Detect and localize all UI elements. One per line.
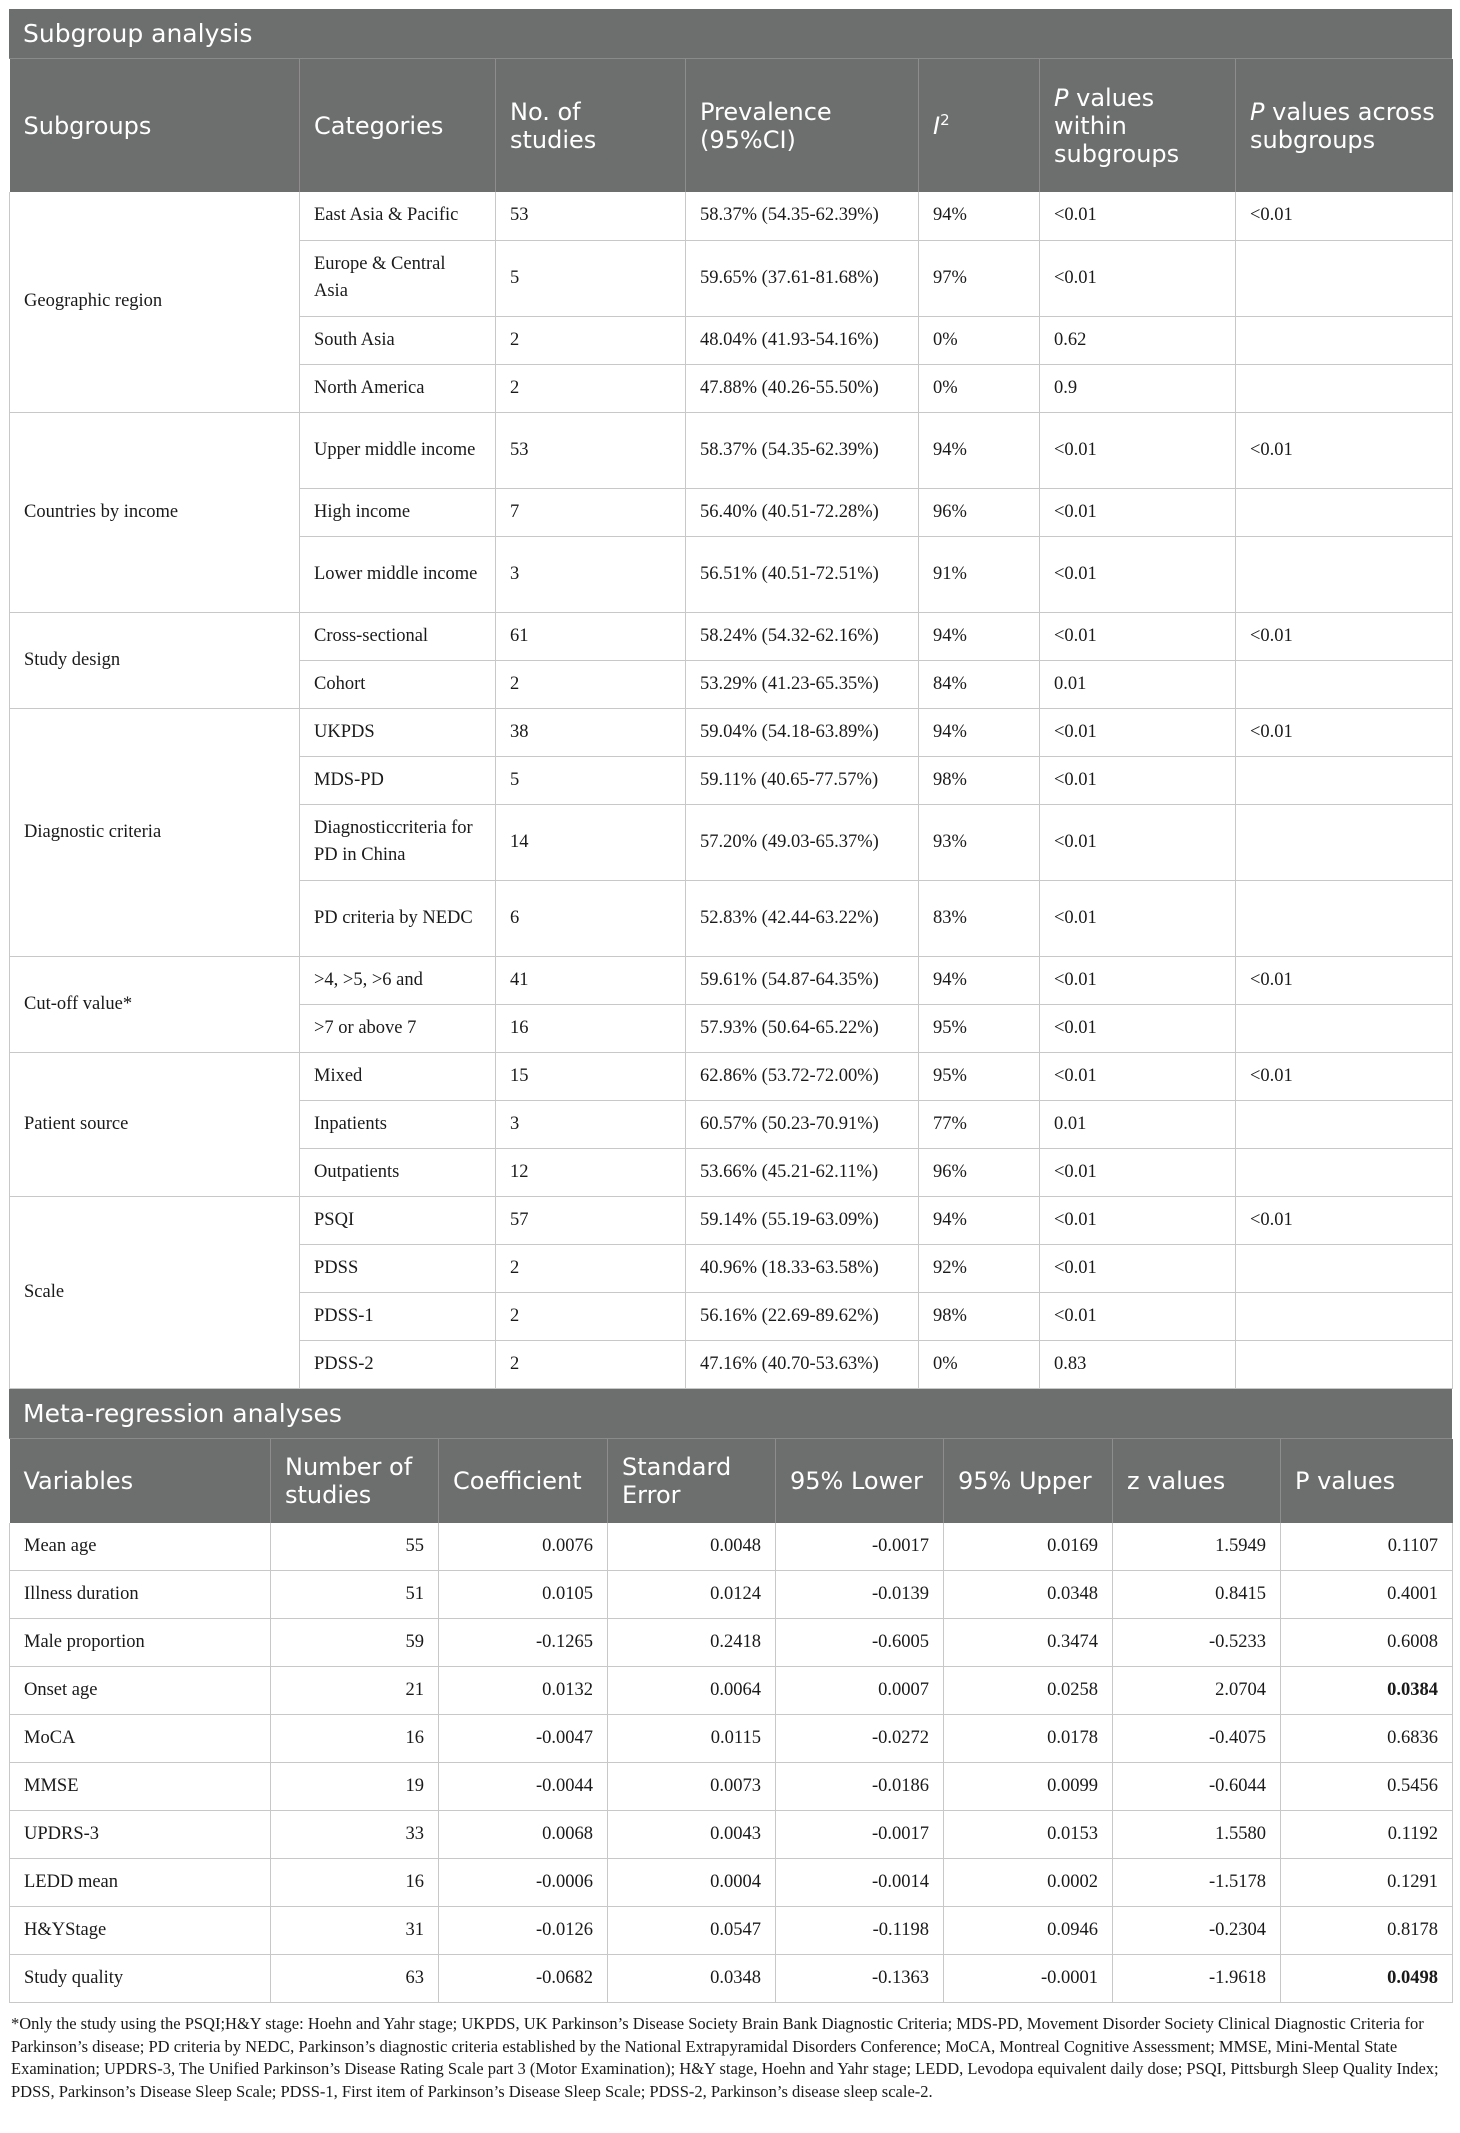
p-within-cell: <0.01 [1040,804,1236,880]
subgroup-table [9,59,1453,1389]
p-within-cell: 0.01 [1040,1100,1236,1148]
i2-cell: 98% [919,1292,1040,1340]
std-error-cell: 0.0348 [608,1955,776,2003]
studies-cell: 53 [496,412,686,488]
upper-cell: 0.3474 [944,1619,1113,1667]
studies-cell: 2 [496,1340,686,1388]
p-across-cell [1236,316,1453,364]
i2-cell: 0% [919,316,1040,364]
p-within-cell: <0.01 [1040,488,1236,536]
p-within-cell: <0.01 [1040,1292,1236,1340]
p-across-cell [1236,756,1453,804]
subgroup-name-cell: Scale [10,1196,300,1388]
i2-cell: 94% [919,192,1040,240]
p-within-cell: <0.01 [1040,536,1236,612]
results-tables [9,9,1452,2103]
p-within-cell: <0.01 [1040,1196,1236,1244]
header-p-within-italic: P [1054,83,1069,112]
studies-cell: 63 [271,1955,439,2003]
p-within-cell: 0.9 [1040,364,1236,412]
header-subgroups: Subgroups [10,59,300,192]
coefficient-cell: -0.0126 [439,1907,608,1955]
prevalence-cell: 59.04% (54.18-63.89%) [686,708,919,756]
p-across-cell [1236,1244,1453,1292]
meta-table-body [10,1523,1453,2003]
header-categories: Categories [300,59,496,192]
studies-cell: 38 [496,708,686,756]
i2-cell: 0% [919,1340,1040,1388]
variable-cell: Male proportion [10,1619,271,1667]
p-across-cell [1236,1292,1453,1340]
p-across-cell [1236,240,1453,316]
prevalence-cell: 57.20% (49.03-65.37%) [686,804,919,880]
header-coefficient: Coefficient [439,1439,608,1523]
prevalence-cell: 47.88% (40.26-55.50%) [686,364,919,412]
std-error-cell: 0.0004 [608,1859,776,1907]
variable-cell: Study quality [10,1955,271,2003]
subgroup-row [10,956,1453,1004]
category-cell: PDSS-2 [300,1340,496,1388]
i2-cell: 84% [919,660,1040,708]
prevalence-cell: 59.11% (40.65-77.57%) [686,756,919,804]
meta-section-title: Meta-regression analyses [9,1389,1452,1439]
header-variables: Variables [10,1439,271,1523]
studies-cell: 15 [496,1052,686,1100]
header-p-across-rest: values across subgroups [1250,97,1435,154]
meta-header-row [10,1439,1453,1523]
i2-cell: 96% [919,488,1040,536]
prevalence-cell: 58.37% (54.35-62.39%) [686,412,919,488]
p-within-cell: 0.83 [1040,1340,1236,1388]
z-value-cell: 1.5949 [1113,1523,1281,1571]
p-across-cell [1236,1004,1453,1052]
variable-cell: LEDD mean [10,1859,271,1907]
studies-cell: 19 [271,1763,439,1811]
p-within-cell: <0.01 [1040,612,1236,660]
p-across-cell [1236,660,1453,708]
category-cell: Inpatients [300,1100,496,1148]
lower-cell: -0.0017 [776,1811,944,1859]
i2-cell: 94% [919,612,1040,660]
lower-cell: -0.0272 [776,1715,944,1763]
category-cell: Diagnosticcriteria for PD in China [300,804,496,880]
p-value-cell: 0.5456 [1281,1763,1453,1811]
prevalence-cell: 56.16% (22.69-89.62%) [686,1292,919,1340]
studies-cell: 3 [496,536,686,612]
z-value-cell: -1.5178 [1113,1859,1281,1907]
studies-cell: 12 [496,1148,686,1196]
meta-row [10,1523,1453,1571]
p-within-cell: <0.01 [1040,1244,1236,1292]
prevalence-cell: 53.29% (41.23-65.35%) [686,660,919,708]
studies-cell: 16 [271,1859,439,1907]
subgroup-header-row [10,59,1453,192]
studies-cell: 2 [496,1292,686,1340]
category-cell: Europe & Central Asia [300,240,496,316]
z-value-cell: -0.4075 [1113,1715,1281,1763]
studies-cell: 2 [496,660,686,708]
subgroup-name-cell: Diagnostic criteria [10,708,300,956]
i2-cell: 98% [919,756,1040,804]
i2-cell: 96% [919,1148,1040,1196]
p-within-cell: <0.01 [1040,956,1236,1004]
studies-cell: 57 [496,1196,686,1244]
lower-cell: -0.0139 [776,1571,944,1619]
p-within-cell: <0.01 [1040,880,1236,956]
subgroup-row [10,1196,1453,1244]
prevalence-cell: 62.86% (53.72-72.00%) [686,1052,919,1100]
studies-cell: 61 [496,612,686,660]
subgroup-name-cell: Geographic region [10,192,300,412]
p-value-cell: 0.6836 [1281,1715,1453,1763]
subgroup-name-cell: Cut-off value* [10,956,300,1052]
category-cell: >4, >5, >6 and [300,956,496,1004]
prevalence-cell: 59.14% (55.19-63.09%) [686,1196,919,1244]
header-i2 [919,59,1040,192]
studies-cell: 31 [271,1907,439,1955]
p-value-cell: 0.1192 [1281,1811,1453,1859]
z-value-cell: -0.5233 [1113,1619,1281,1667]
variable-cell: H&YStage [10,1907,271,1955]
studies-cell: 16 [271,1715,439,1763]
i2-cell: 94% [919,708,1040,756]
std-error-cell: 0.0048 [608,1523,776,1571]
lower-cell: -0.6005 [776,1619,944,1667]
upper-cell: 0.0002 [944,1859,1113,1907]
variable-cell: Onset age [10,1667,271,1715]
i2-cell: 95% [919,1052,1040,1100]
studies-cell: 14 [496,804,686,880]
coefficient-cell: 0.0105 [439,1571,608,1619]
i2-cell: 94% [919,1196,1040,1244]
p-across-cell: <0.01 [1236,192,1453,240]
studies-cell: 2 [496,316,686,364]
header-95-upper: 95% Upper [944,1439,1113,1523]
coefficient-cell: 0.0076 [439,1523,608,1571]
std-error-cell: 0.0115 [608,1715,776,1763]
header-no-studies: No. of studies [496,59,686,192]
studies-cell: 41 [496,956,686,1004]
lower-cell: -0.0186 [776,1763,944,1811]
prevalence-cell: 58.37% (54.35-62.39%) [686,192,919,240]
upper-cell: 0.0178 [944,1715,1113,1763]
meta-row [10,1811,1453,1859]
coefficient-cell: -0.0682 [439,1955,608,2003]
p-across-cell [1236,536,1453,612]
prevalence-cell: 58.24% (54.32-62.16%) [686,612,919,660]
i2-cell: 93% [919,804,1040,880]
p-across-cell: <0.01 [1236,1196,1453,1244]
p-within-cell: <0.01 [1040,756,1236,804]
i2-cell: 83% [919,880,1040,956]
z-value-cell: 1.5580 [1113,1811,1281,1859]
subgroup-table-body [10,192,1453,1388]
category-cell: UKPDS [300,708,496,756]
i2-cell: 94% [919,956,1040,1004]
p-within-cell: <0.01 [1040,1148,1236,1196]
p-within-cell: <0.01 [1040,1052,1236,1100]
studies-cell: 33 [271,1811,439,1859]
meta-row [10,1571,1453,1619]
variable-cell: Illness duration [10,1571,271,1619]
i2-cell: 0% [919,364,1040,412]
p-across-cell [1236,804,1453,880]
header-p-within-rest: values within subgroups [1054,83,1180,168]
upper-cell: 0.0169 [944,1523,1113,1571]
subgroup-name-cell: Patient source [10,1052,300,1196]
category-cell: East Asia & Pacific [300,192,496,240]
prevalence-cell: 47.16% (40.70-53.63%) [686,1340,919,1388]
z-value-cell: -0.6044 [1113,1763,1281,1811]
subgroup-row [10,192,1453,240]
lower-cell: -0.0014 [776,1859,944,1907]
meta-regression-table [9,1439,1453,2004]
meta-row [10,1667,1453,1715]
header-standard-error: Standard Error [608,1439,776,1523]
p-value-cell: 0.6008 [1281,1619,1453,1667]
variable-cell: MoCA [10,1715,271,1763]
coefficient-cell: 0.0068 [439,1811,608,1859]
lower-cell: 0.0007 [776,1667,944,1715]
std-error-cell: 0.0073 [608,1763,776,1811]
p-value-cell: 0.1291 [1281,1859,1453,1907]
table-footnote: *Only the study using the PSQI;H&Y stage: Hoehn and Yahr stage; UKPDS, UK Parkinson’s Disease Society Brain Bank Diagnostic Criteria; MDS-PD, Movement Disorder Society Clinical Diagnostic Criteria for Parkinson’s disease; PD criteria by NEDC, Parkinson’s diagnostic criteria established by the National Extrapyramidal Disorders Conference; MoCA, Montreal Cognitive Assessment; MMSE, Mini-Mental State Examination; UPDRS-3, The Unified Parkinson’s Disease Rating Scale part 3 (Motor Examination); H&Y stage, Hoehn and Yahr stage; LEDD, Levodopa equivalent daily dose; PSQI, Pittsburgh Sleep Quality Index; PDSS, Parkinson’s Disease Sleep Scale; PDSS-1, First item of Parkinson’s Disease Sleep Scale; PDSS-2, Parkinson’s disease sleep scale-2. [11,2014,1439,2101]
upper-cell: 0.0946 [944,1907,1113,1955]
p-across-cell: <0.01 [1236,612,1453,660]
category-cell: North America [300,364,496,412]
p-across-cell [1236,880,1453,956]
header-p-across [1236,59,1453,192]
p-across-cell: <0.01 [1236,1052,1453,1100]
studies-cell: 59 [271,1619,439,1667]
prevalence-cell: 60.57% (50.23-70.91%) [686,1100,919,1148]
subgroup-section-title: Subgroup analysis [9,9,1452,59]
lower-cell: -0.1363 [776,1955,944,2003]
subgroup-row [10,708,1453,756]
std-error-cell: 0.0043 [608,1811,776,1859]
category-cell: South Asia [300,316,496,364]
i2-cell: 94% [919,412,1040,488]
p-across-cell [1236,364,1453,412]
category-cell: Cross-sectional [300,612,496,660]
upper-cell: 0.0348 [944,1571,1113,1619]
z-value-cell: -1.9618 [1113,1955,1281,2003]
studies-cell: 5 [496,240,686,316]
studies-cell: 2 [496,364,686,412]
header-95-lower: 95% Lower [776,1439,944,1523]
coefficient-cell: -0.1265 [439,1619,608,1667]
meta-row [10,1859,1453,1907]
studies-cell: 6 [496,880,686,956]
category-cell: PDSS-1 [300,1292,496,1340]
p-across-cell: <0.01 [1236,708,1453,756]
upper-cell: 0.0258 [944,1667,1113,1715]
coefficient-cell: 0.0132 [439,1667,608,1715]
std-error-cell: 0.0064 [608,1667,776,1715]
p-across-cell [1236,1148,1453,1196]
prevalence-cell: 52.83% (42.44-63.22%) [686,880,919,956]
prevalence-cell: 59.61% (54.87-64.35%) [686,956,919,1004]
studies-cell: 3 [496,1100,686,1148]
category-cell: Cohort [300,660,496,708]
i2-cell: 77% [919,1100,1040,1148]
prevalence-cell: 57.93% (50.64-65.22%) [686,1004,919,1052]
category-cell: PDSS [300,1244,496,1292]
upper-cell: 0.0153 [944,1811,1113,1859]
i2-cell: 97% [919,240,1040,316]
p-within-cell: <0.01 [1040,1004,1236,1052]
p-within-cell: <0.01 [1040,192,1236,240]
std-error-cell: 0.0547 [608,1907,776,1955]
category-cell: Lower middle income [300,536,496,612]
p-value-cell: 0.1107 [1281,1523,1453,1571]
meta-row [10,1619,1453,1667]
prevalence-cell: 56.51% (40.51-72.51%) [686,536,919,612]
category-cell: Outpatients [300,1148,496,1196]
p-within-cell: 0.01 [1040,660,1236,708]
category-cell: >7 or above 7 [300,1004,496,1052]
p-across-cell: <0.01 [1236,956,1453,1004]
p-across-cell [1236,1100,1453,1148]
category-cell: High income [300,488,496,536]
header-p-across-italic: P [1250,97,1265,126]
i2-cell: 95% [919,1004,1040,1052]
studies-cell: 2 [496,1244,686,1292]
p-within-cell: 0.62 [1040,316,1236,364]
meta-row [10,1907,1453,1955]
z-value-cell: -0.2304 [1113,1907,1281,1955]
p-value-cell: 0.0384 [1281,1667,1453,1715]
subgroup-row [10,412,1453,488]
category-cell: Mixed [300,1052,496,1100]
meta-row [10,1715,1453,1763]
studies-cell: 5 [496,756,686,804]
p-value-cell: 0.0498 [1281,1955,1453,2003]
studies-cell: 55 [271,1523,439,1571]
header-number-studies: Number of studies [271,1439,439,1523]
header-z-values: z values [1113,1439,1281,1523]
category-cell: PD criteria by NEDC [300,880,496,956]
prevalence-cell: 56.40% (40.51-72.28%) [686,488,919,536]
subgroup-name-cell: Countries by income [10,412,300,612]
upper-cell: 0.0099 [944,1763,1113,1811]
i2-cell: 91% [919,536,1040,612]
upper-cell: -0.0001 [944,1955,1113,2003]
header-i2-sup: 2 [940,110,950,129]
subgroup-row [10,1052,1453,1100]
category-cell: Upper middle income [300,412,496,488]
prevalence-cell: 48.04% (41.93-54.16%) [686,316,919,364]
studies-cell: 51 [271,1571,439,1619]
studies-cell: 53 [496,192,686,240]
p-value-cell: 0.8178 [1281,1907,1453,1955]
category-cell: PSQI [300,1196,496,1244]
p-across-cell [1236,1340,1453,1388]
z-value-cell: 0.8415 [1113,1571,1281,1619]
prevalence-cell: 53.66% (45.21-62.11%) [686,1148,919,1196]
p-across-cell [1236,488,1453,536]
p-within-cell: <0.01 [1040,240,1236,316]
coefficient-cell: -0.0006 [439,1859,608,1907]
variable-cell: Mean age [10,1523,271,1571]
header-i2-letter: I [933,111,941,140]
header-p-values: P values [1281,1439,1453,1523]
coefficient-cell: -0.0044 [439,1763,608,1811]
header-p-within [1040,59,1236,192]
lower-cell: -0.1198 [776,1907,944,1955]
coefficient-cell: -0.0047 [439,1715,608,1763]
p-across-cell: <0.01 [1236,412,1453,488]
p-within-cell: <0.01 [1040,708,1236,756]
p-value-cell: 0.4001 [1281,1571,1453,1619]
studies-cell: 21 [271,1667,439,1715]
studies-cell: 7 [496,488,686,536]
variable-cell: MMSE [10,1763,271,1811]
i2-cell: 92% [919,1244,1040,1292]
prevalence-cell: 40.96% (18.33-63.58%) [686,1244,919,1292]
p-within-cell: <0.01 [1040,412,1236,488]
z-value-cell: 2.0704 [1113,1667,1281,1715]
subgroup-name-cell: Study design [10,612,300,708]
studies-cell: 16 [496,1004,686,1052]
meta-row [10,1763,1453,1811]
std-error-cell: 0.0124 [608,1571,776,1619]
lower-cell: -0.0017 [776,1523,944,1571]
category-cell: MDS-PD [300,756,496,804]
subgroup-row [10,612,1453,660]
std-error-cell: 0.2418 [608,1619,776,1667]
header-prevalence: Prevalence (95%CI) [686,59,919,192]
variable-cell: UPDRS-3 [10,1811,271,1859]
prevalence-cell: 59.65% (37.61-81.68%) [686,240,919,316]
meta-row [10,1955,1453,2003]
